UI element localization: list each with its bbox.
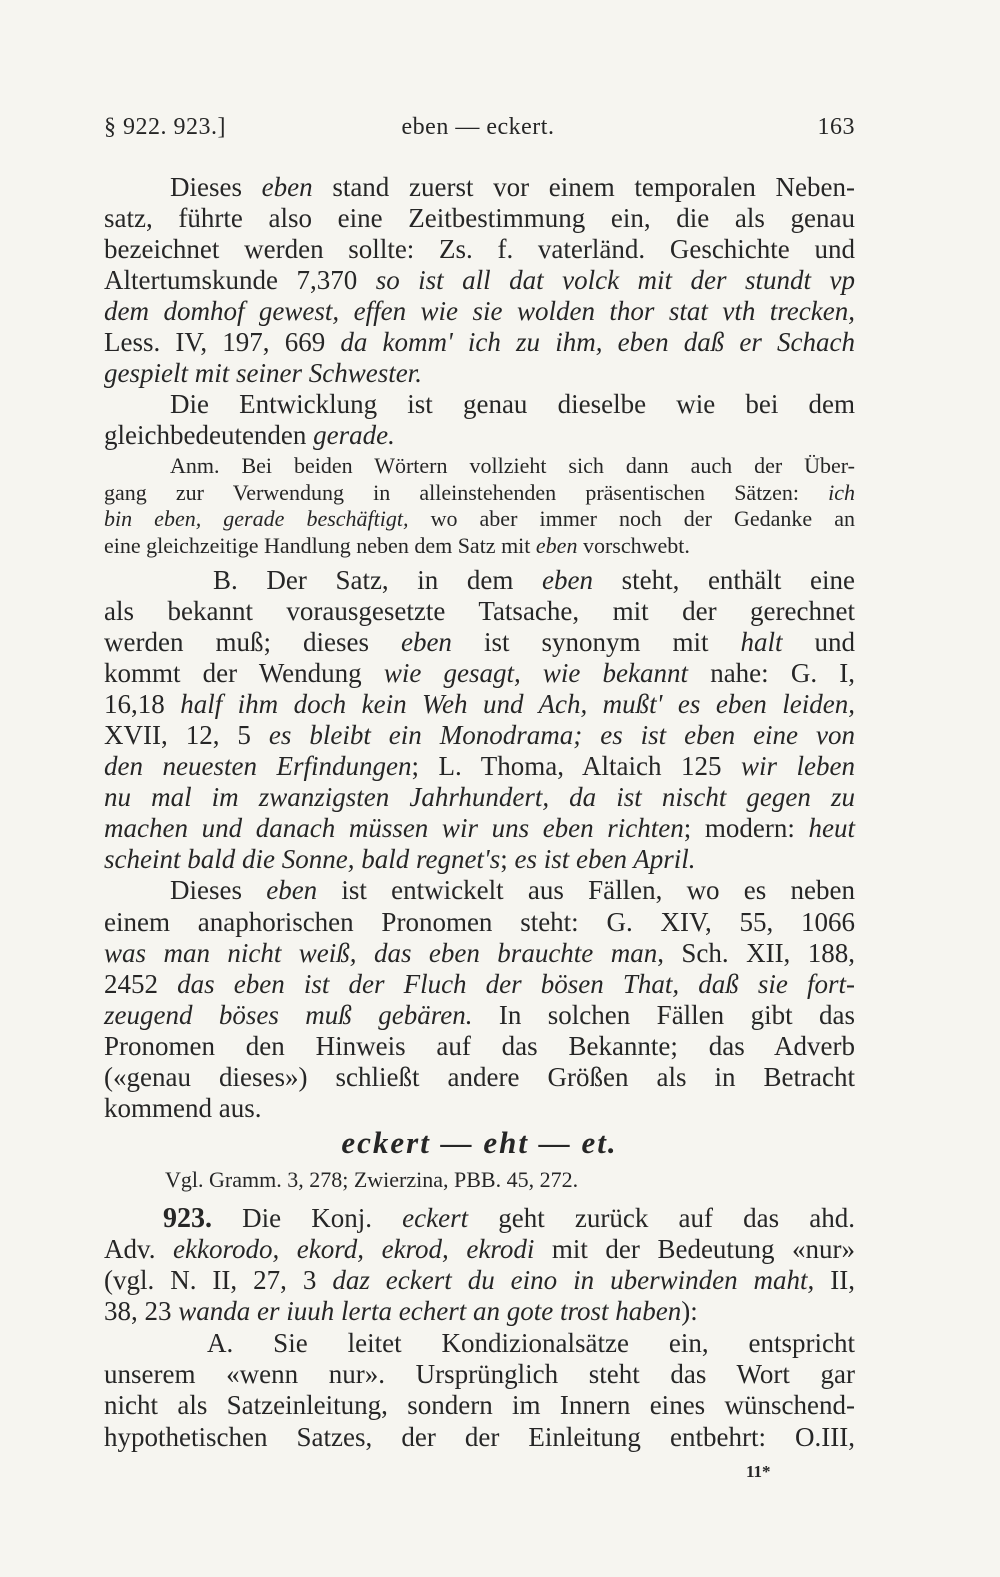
italic-quotation: wanda er iuuh lerta echert an gote trost haben [178, 1296, 682, 1327]
text-run: gleichbedeutenden [104, 420, 314, 450]
text-run: stand zuerst vor einem temporalen Neben- [312, 172, 856, 202]
text-line [104, 938, 855, 969]
text-line [104, 1203, 855, 1234]
text-run: einem anaphorischen Pronomen steht: G. XIV, 55, 1066 [104, 906, 855, 937]
text-run: Pronomen den Hinweis auf das Bekannte; das Adverb [104, 1030, 855, 1061]
text-run: B. Der Satz, in dem [213, 564, 543, 595]
text-run: steht, enthält eine [592, 564, 855, 595]
text-run: vorschwebt. [577, 532, 690, 558]
header-page-number: 163 [817, 114, 855, 140]
italic-quotation: eben [266, 875, 318, 906]
text-run: unserem «wenn nur». Ursprünglich steht das Wort gar [104, 1358, 855, 1389]
text-run: Die Konj. [212, 1202, 403, 1233]
italic-quotation: eben [261, 172, 313, 202]
section-b [104, 565, 855, 1125]
entry-heading: eckert — eht — et. [341, 1125, 618, 1160]
section-number: 923. [163, 1202, 212, 1234]
text-line [104, 1328, 855, 1359]
text-run: ; modern: [683, 813, 809, 844]
italic-quotation: heut [808, 813, 856, 844]
text-run: hypothetischen Satzes, der der Einleitung entbehrt: O.III, [104, 1421, 855, 1452]
italic-quotation: ich [828, 479, 855, 505]
text-line [104, 844, 855, 875]
text-run: In solchen Fällen gibt das [472, 999, 855, 1030]
section-923 [104, 1203, 855, 1453]
text-run: Die Entwicklung ist genau dieselbe wie bei dem [170, 389, 855, 419]
text-line [104, 813, 855, 844]
text-line [104, 1031, 855, 1062]
text-run: (vgl. N. II, 27, 3 [104, 1265, 333, 1296]
text-line [104, 1062, 855, 1093]
paragraph [104, 389, 855, 451]
text-run: eine gleichzeitige Handlung neben dem Satz mit [104, 532, 536, 558]
text-run: kommt der Wendung [104, 657, 384, 688]
italic-quotation: den neuesten Erfindungen [104, 751, 412, 782]
italic-quotation: da komm' ich zu ihm, eben daß er Schach [340, 327, 855, 357]
italic-quotation: eben [400, 626, 452, 657]
text-run: ; L. Thoma, Altaich 125 [411, 751, 741, 782]
italic-quotation: halt [740, 626, 783, 657]
footer-signature-mark: 11* [746, 1462, 771, 1481]
entry-reference: Vgl. Gramm. 3, 278; Zwierzina, PBB. 45, 272. [165, 1167, 579, 1192]
paragraph [104, 875, 855, 1124]
text-run: ist synonym mit [451, 626, 741, 657]
italic-quotation: eben [542, 564, 593, 595]
text-run: mit der Bedeutung «nur» [534, 1233, 855, 1264]
text-line [104, 234, 855, 265]
italic-quotation: half ihm doch kein Weh und Ach, mußt' es eben leiden, [180, 688, 855, 719]
text-line [104, 420, 855, 451]
text-run: Dieses [170, 875, 267, 906]
italic-quotation: ekkorodo, ekord, ekrod, ekrodi [173, 1233, 535, 1264]
italic-quotation: zeugend böses muß gebären. [104, 999, 473, 1030]
text-run: nahe: G. I, [688, 657, 855, 688]
text-run: und [782, 626, 856, 657]
text-line [104, 1265, 855, 1296]
text-line [104, 689, 855, 720]
text-line [104, 627, 855, 658]
text-run: werden muß; dieses [104, 626, 401, 657]
italic-quotation: das eben ist der Fluch der bösen That, daß sie fort- [177, 968, 856, 999]
text-line [104, 172, 855, 203]
text-run: XVII, 12, 5 [104, 719, 269, 750]
italic-quotation: wir leben [741, 751, 855, 782]
text-run: Altertumskunde 7,370 [104, 265, 376, 295]
paragraph [104, 172, 855, 389]
italic-quotation: gerade. [313, 420, 395, 450]
text-run: gang zur Verwendung in alleinstehenden präsentischen Sätzen: [104, 479, 829, 505]
text-run: 38, 23 [104, 1296, 179, 1327]
text-line [104, 203, 855, 234]
text-line [104, 875, 855, 906]
section-eben-origin [104, 172, 855, 451]
italic-quotation: gespielt mit seiner Schwester. [104, 358, 422, 388]
paragraph [104, 453, 855, 559]
italic-quotation: eben [535, 532, 578, 558]
text-line [104, 1296, 855, 1327]
text-run: ist entwickelt aus Fällen, wo es neben [317, 875, 855, 906]
text-line [104, 1390, 855, 1421]
paragraph [104, 565, 855, 876]
italic-quotation: scheint bald die Sonne, bald regnet's [104, 844, 501, 875]
header-running-title: eben — eckert. [401, 114, 555, 140]
text-line [104, 658, 855, 689]
text-run: Less. IV, 197, 669 [104, 327, 341, 357]
text-line [104, 1359, 855, 1390]
italic-quotation: nu mal im zwanzigsten Jahrhundert, da ist nischt gegen zu [104, 782, 855, 813]
text-line [104, 265, 855, 296]
text-line [104, 389, 855, 420]
text-line [104, 1422, 855, 1453]
paragraph [104, 1203, 855, 1328]
text-run: Dieses [170, 172, 262, 202]
text-run: 2452 [104, 968, 178, 999]
text-run: , Sch. XII, 188, [657, 937, 855, 968]
paragraph [104, 1328, 855, 1453]
text-line [104, 751, 855, 782]
italic-quotation: daz eckert du eino in uberwinden maht, [332, 1265, 815, 1296]
header-section-reference: § 922. 923.] [104, 114, 226, 140]
italic-quotation: es ist eben April. [514, 844, 696, 875]
italic-quotation: so ist all dat volck mit der stundt vp [375, 265, 855, 295]
text-run: A. Sie leitet Kondizionalsätze ein, entspricht [207, 1327, 855, 1358]
italic-quotation: dem domhof gewest, effen wie sie wolden thor stat vth trecken, [104, 296, 855, 326]
text-run: II, [814, 1265, 855, 1296]
text-line [104, 327, 855, 358]
text-line [104, 596, 855, 627]
italic-quotation: was man nicht weiß, das eben brauchte man [104, 937, 658, 968]
text-line [104, 480, 855, 507]
text-line [104, 1000, 855, 1031]
text-line [104, 1234, 855, 1265]
text-line [104, 453, 855, 480]
text-run: ): [681, 1296, 698, 1327]
text-run: wo aber immer noch der Gedanke an [408, 506, 855, 531]
text-run: als bekannt vorausgesetzte Tatsache, mit der gerechnet [104, 595, 855, 626]
section-annotation [104, 453, 855, 559]
text-run: kommend aus. [104, 1093, 262, 1124]
text-run: («genau dieses») schließt andere Größen als in Betracht [104, 1062, 855, 1092]
italic-quotation: bin eben, gerade beschäftigt, [104, 506, 409, 531]
text-line [104, 782, 855, 813]
text-run: nicht als Satzeinleitung, sondern im Innern eines wünschend- [104, 1390, 855, 1421]
text-line [104, 565, 855, 596]
italic-quotation: es bleibt ein Monodrama; es ist eben eine von [268, 719, 855, 750]
text-run: Anm. Bei beiden Wörtern vollzieht sich dann auch der Über- [170, 453, 855, 478]
text-line [104, 296, 855, 327]
text-run: bezeichnet werden sollte: Zs. f. vaterländ. Geschichte und [104, 234, 855, 264]
text-line [104, 969, 855, 1000]
text-line [104, 907, 855, 938]
text-run: ; [500, 844, 515, 875]
text-line [104, 533, 855, 560]
text-line [104, 358, 855, 389]
italic-quotation: machen und danach müssen wir uns eben richten [104, 813, 684, 844]
text-line [104, 1093, 855, 1124]
text-line [104, 506, 855, 533]
text-line [104, 720, 855, 751]
text-run: satz, führte also eine Zeitbestimmung ein, die als genau [104, 203, 855, 233]
text-run: geht zurück auf das ahd. [468, 1202, 855, 1233]
text-run: 16,18 [104, 688, 181, 719]
text-run: Adv. [104, 1233, 174, 1264]
italic-quotation: eckert [402, 1202, 469, 1233]
italic-quotation: wie gesagt, wie bekannt [383, 657, 689, 688]
